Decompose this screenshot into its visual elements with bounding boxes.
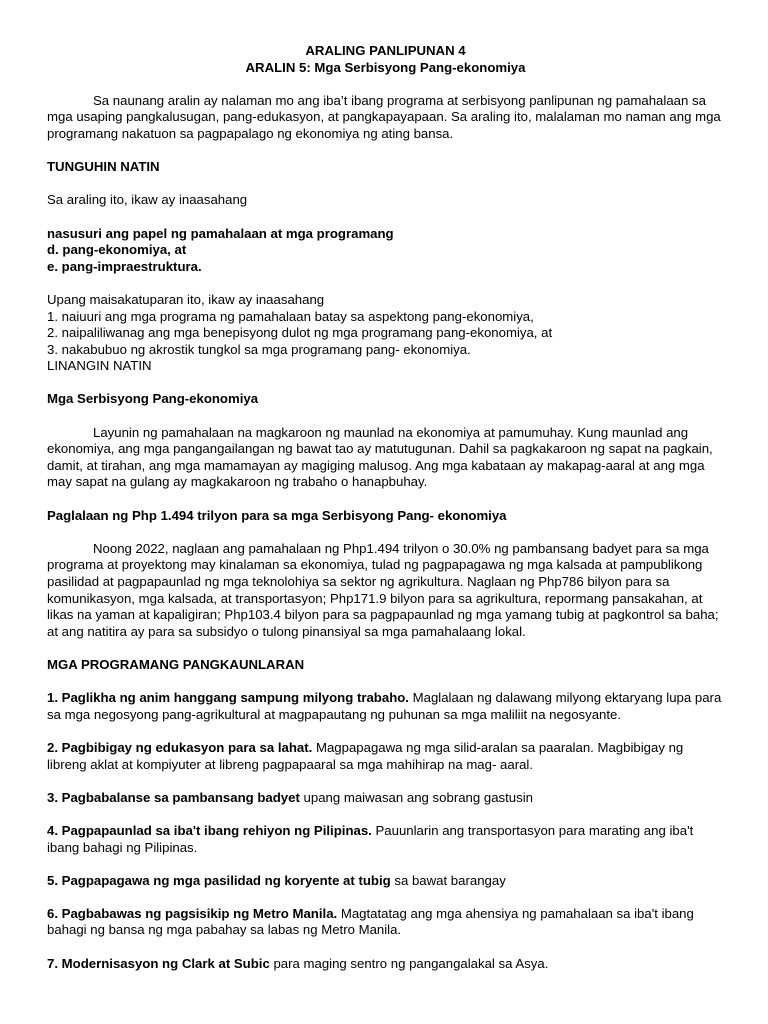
tunguhin-lead: Sa araling ito, ikaw ay inaasahang: [47, 192, 248, 208]
program-item-text: Magpapagawa ng mga silid-aralan sa paaralan. Magbibigay ng libreng aklat at kompiyuter at libreng pagpapaaral sa mga mahihirap na mag- aaral.: [47, 739, 684, 772]
program-item: [47, 956, 724, 973]
program-item: [47, 873, 724, 890]
goal-line: d. pang-ekonomiya, at: [47, 242, 187, 258]
program-item: [47, 790, 724, 807]
paglalaan-heading: Paglalaan ng Php 1.494 trilyon para sa mga Serbisyong Pang- ekonomiya: [47, 507, 507, 523]
program-item-text: upang maiwasan ang sobrang gastusin: [299, 789, 533, 805]
programs-heading: MGA PROGRAMANG PANGKAUNLARAN: [47, 656, 305, 672]
program-item-title: 2. Pagbibigay ng edukasyon para sa lahat.: [47, 739, 313, 755]
paglalaan-paragraph: Noong 2022, naglaan ang pamahalaan ng Php1.494 trilyon o 30.0% ng pambansang badyet para sa mga programa at proyektong may kinalaman sa ekonomiya, tulad ng pagpapagawa ng mga kalsada at pampublikong pasilidad at pagpapaunlad ng mga teknolohiya sa sektor ng agrikultura. Naglaan ng Php786 bilyon para sa komunikasyon, mga kalsada, at transportasyon; Php171.9 bilyon para sa agrikultura, repormang pansakahan, at likas na yaman at kapaligiran; Php103.4 bilyon para sa pagpapaunlad ng mga yamang tubig at pagkontrol sa baha; at ang natitira ay para sa subsidyo o tulong pinansiyal sa mga pamahalaang lokal.: [47, 540, 719, 639]
linangin-heading: LINANGIN NATIN: [47, 358, 152, 374]
serbisyo-heading: Mga Serbisyong Pang-ekonomiya: [47, 391, 259, 407]
program-item-title: 4. Pagpapaunlad sa iba't ibang rehiyon ng Pilipinas.: [47, 822, 372, 838]
program-item-text: Magtatatag ang mga ahensiya ng pamahalaan sa iba't ibang bahagi ng bansa ng mga pabahay sa labas ng Metro Manila.: [47, 905, 694, 938]
program-item: [47, 823, 724, 856]
goal-line: nasusuri ang papel ng pamahalaan at mga programang: [47, 225, 394, 241]
objective-item: 2. naipaliliwanag ang mga benepisyong dulot ng mga programang pang-ekonomiya, at: [47, 325, 553, 341]
program-item-title: 5. Pagpapagawa ng mga pasilidad ng koryente at tubig: [47, 872, 391, 888]
tunguhin-lead-2: Upang maisakatuparan ito, ikaw ay inaasahang: [47, 291, 325, 307]
tunguhin-heading: TUNGUHIN NATIN: [47, 159, 160, 175]
program-item: [47, 740, 724, 773]
program-item-title: 7. Modernisasyon ng Clark at Subic: [47, 955, 270, 971]
objective-item: 1. naiuuri ang mga programa ng pamahalaan batay sa aspektong pang-ekonomiya,: [47, 308, 534, 324]
program-item-title: 6. Pagbabawas ng pagsisikip ng Metro Manila.: [47, 905, 338, 921]
program-item-text: para maging sentro ng pangangalakal sa Asya.: [269, 955, 549, 971]
program-item-title: 3. Pagbabalanse sa pambansang badyet: [47, 789, 300, 805]
subject-title: ARALING PANLIPUNAN 4: [305, 43, 466, 58]
program-item-title: 1. Paglikha ng anim hanggang sampung milyong trabaho.: [47, 690, 409, 706]
program-item-text: Pauunlarin ang transportasyon para marating ang iba't ibang bahagi ng Pilipinas.: [47, 822, 694, 855]
program-item-text: sa bawat barangay: [390, 872, 506, 888]
lesson-title: ARALIN 5: Mga Serbisyong Pang-ekonomiya: [245, 59, 526, 75]
objective-item: 3. nakabubuo ng akrostik tungkol sa mga programang pang- ekonomiya.: [47, 341, 471, 357]
intro-paragraph: Sa naunang aralin ay nalaman mo ang iba’t ibang programa at serbisyong panlipunan ng pamahalaan sa mga usaping pangkalusugan, pang-edukasyon, at pangkapayapaan. Sa araling ito, malalaman mo naman ang mga programang nakatuon sa pagpapalago ng ekonomiya ng ating bansa.: [47, 92, 721, 141]
goal-line: e. pang-impraestruktura.: [47, 258, 202, 274]
serbisyo-paragraph: Layunin ng pamahalaan na magkaroon ng maunlad na ekonomiya at pamumuhay. Kung maunlad ang ekonomiya, ang mga pangangailangan ng bawat tao ay matutugunan. Dahil sa pagkakaroon ng sapat na pagkain, damit, at tirahan, ang mga mamamayan ay magiging malusog. Ang mga kabataan ay makapag-aaral at ang mga may sapat na gulang ay magkakaroon ng trabaho o hanapbuhay.: [47, 424, 713, 490]
program-item-text: Maglalaan ng dalawang milyong ektaryang lupa para sa mga negosyong pang-agrikultural at magpapautang ng puhunan sa mga maliliit na negosyante.: [47, 690, 722, 722]
program-item: [47, 906, 724, 939]
program-item: [47, 690, 724, 723]
